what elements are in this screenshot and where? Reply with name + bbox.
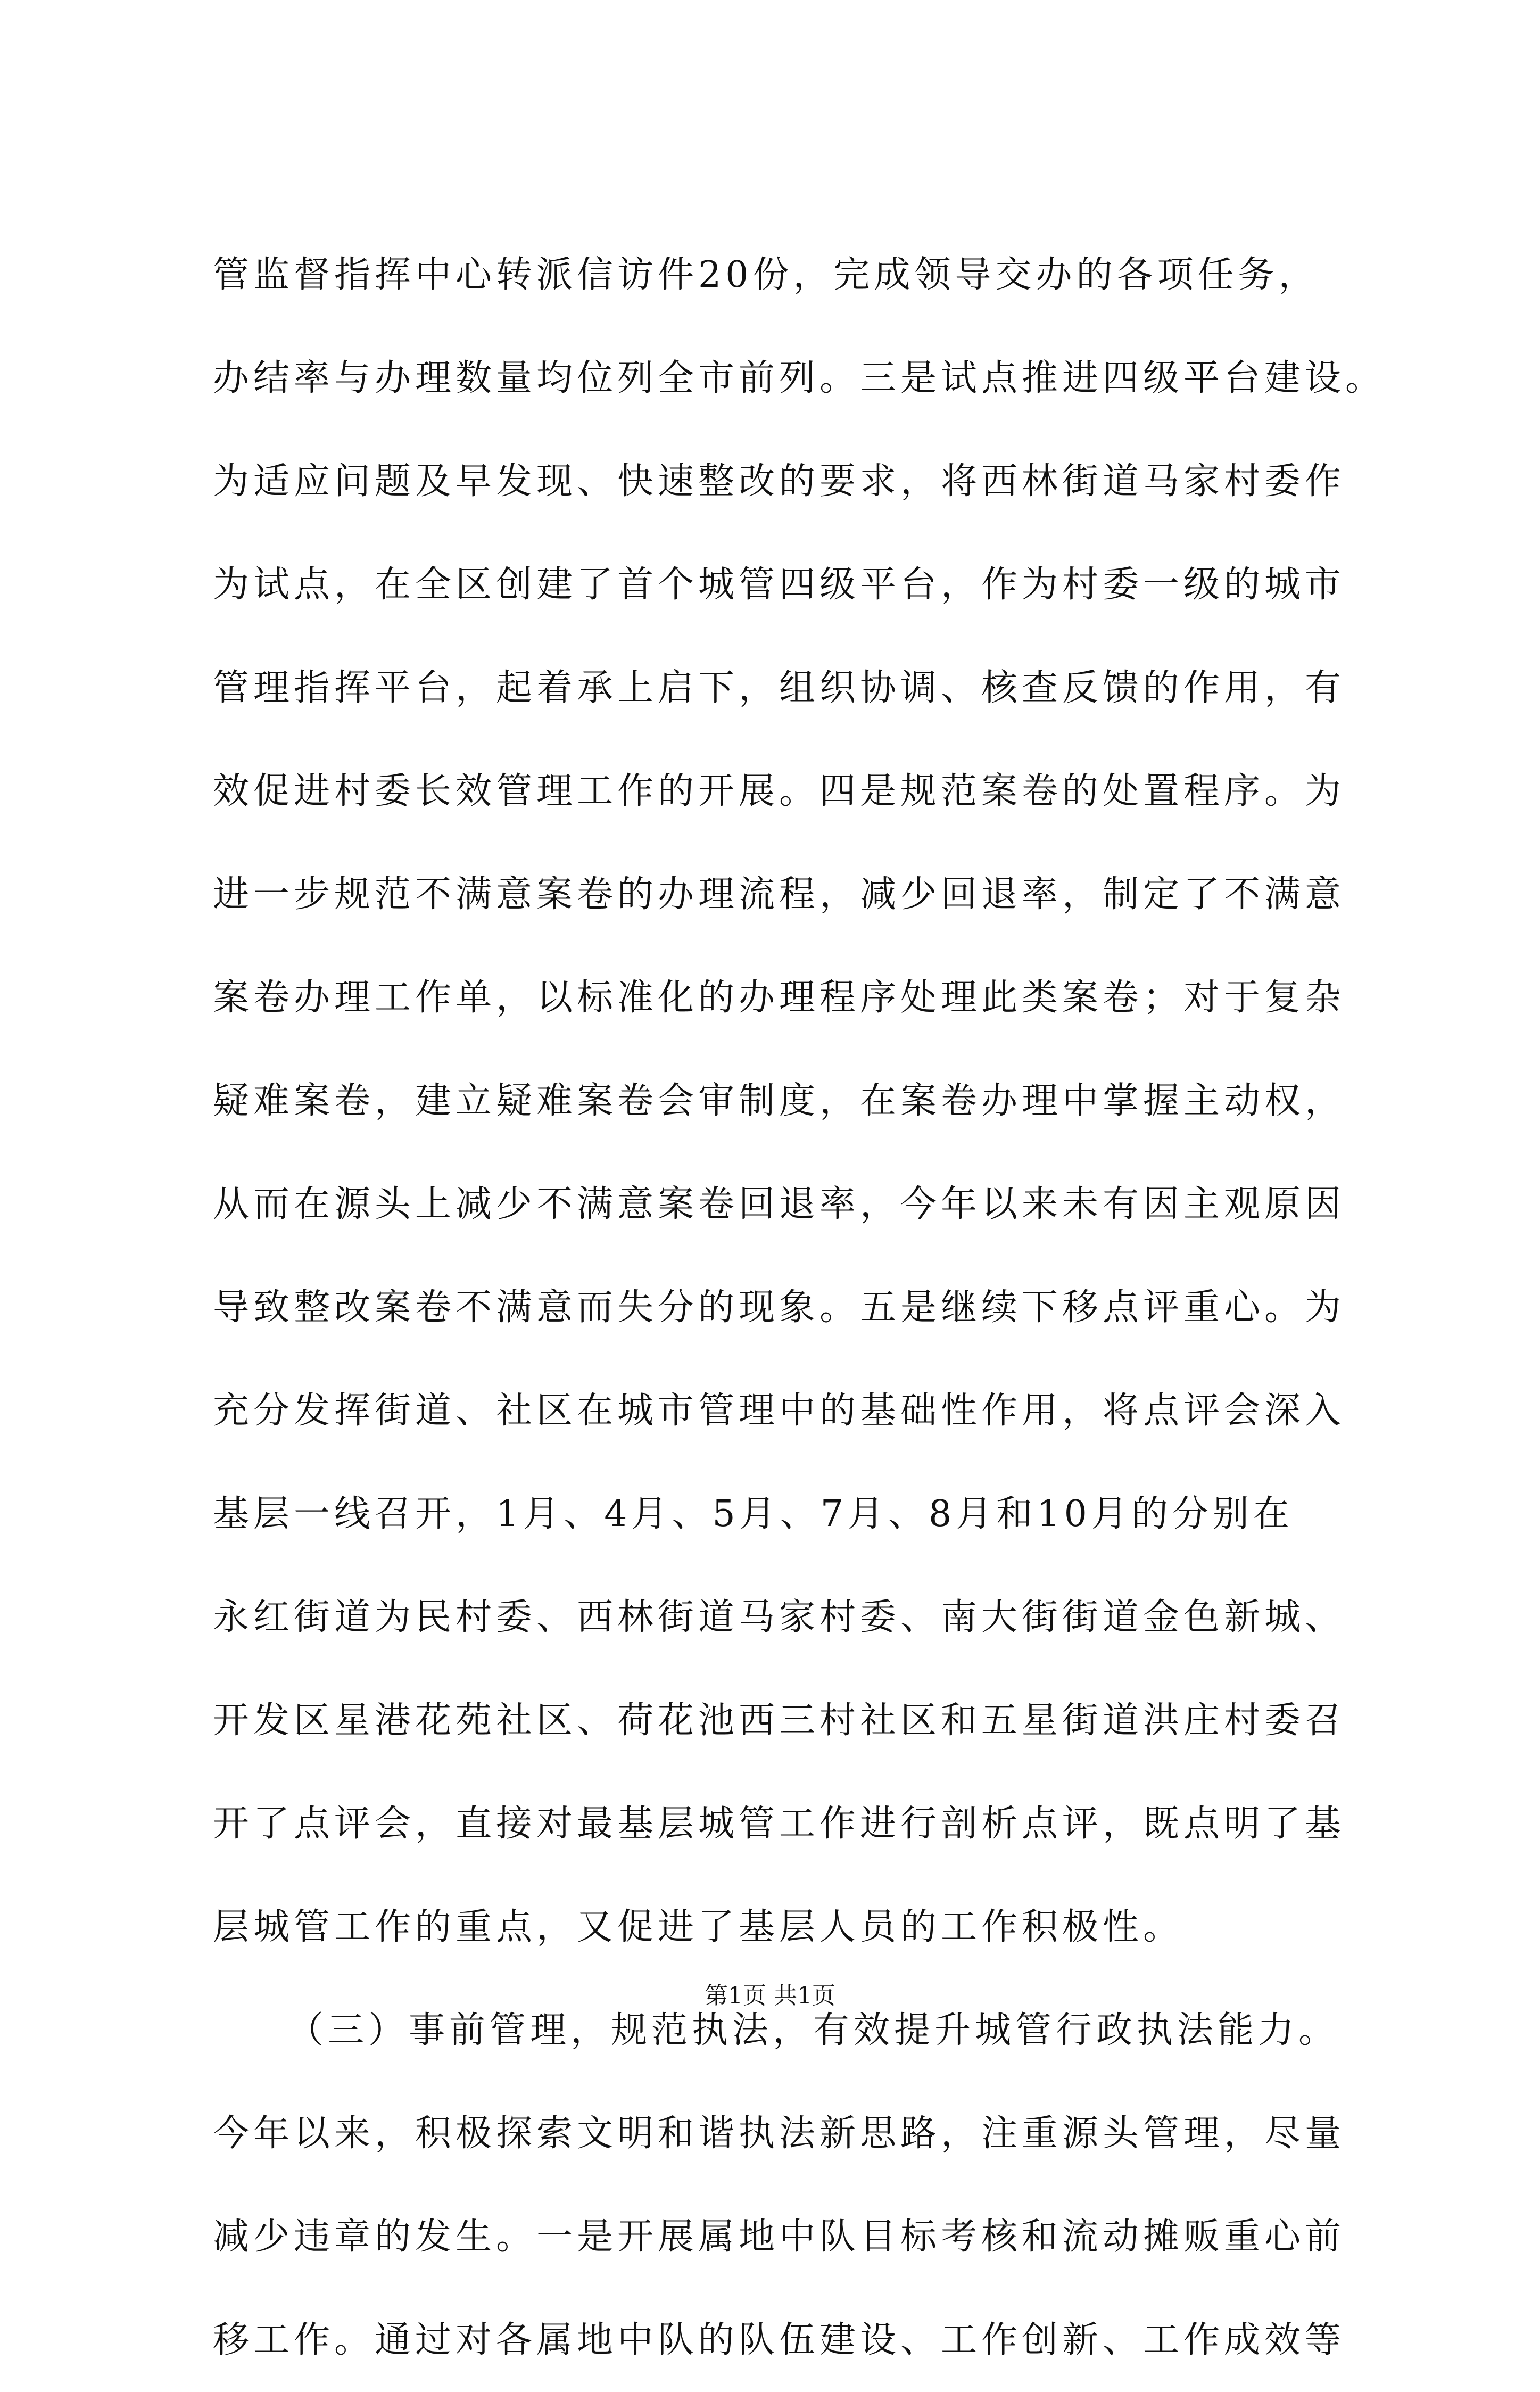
text-line: 疑难案卷，建立疑难案卷会审制度，在案卷办理中掌握主动权， <box>213 1080 1346 1122</box>
text-line: 进一步规范不满意案卷的办理流程，减少回退率，制定了不满意 <box>213 873 1346 915</box>
text-line: 管监督指挥中心转派信访件20份，完成领导交办的各项任务， <box>213 254 1319 296</box>
text-line: 效促进村委长效管理工作的开展。四是规范案卷的处置程序。为 <box>213 770 1346 812</box>
text-line: 层城管工作的重点，又促进了基层人员的工作积极性。 <box>213 1906 1184 1948</box>
text-line: 导致整改案卷不满意而失分的现象。五是继续下移点评重心。为 <box>213 1286 1346 1329</box>
text-line: 管理指挥平台，起着承上启下，组织协调、核查反馈的作用，有 <box>213 667 1346 709</box>
text-line: 为适应问题及早发现、快速整改的要求，将西林街道马家村委作 <box>213 460 1346 502</box>
text-line: 案卷办理工作单，以标准化的办理程序处理此类案卷；对于复杂 <box>213 977 1346 1019</box>
text-line: 充分发挥街道、社区在城市管理中的基础性作用，将点评会深入 <box>213 1390 1346 1432</box>
text-line: 从而在源头上减少不满意案卷回退率，今年以来未有因主观原因 <box>213 1183 1346 1225</box>
text-line: 开发区星港花苑社区、荷花池西三村社区和五星街道洪庄村委召 <box>213 1700 1346 1742</box>
text-line: 移工作。通过对各属地中队的队伍建设、工作创新、工作成效等 <box>213 2319 1346 2361</box>
text-line: 开了点评会，直接对最基层城管工作进行剖析点评，既点明了基 <box>213 1803 1346 1845</box>
text-line: 减少违章的发生。一是开展属地中队目标考核和流动摊贩重心前 <box>213 2216 1346 2258</box>
text-line: 永红街道为民村委、西林街道马家村委、南大街街道金色新城、 <box>213 1596 1346 1638</box>
page-number-footer: 第1页 共1页 <box>705 1982 835 2009</box>
text-line: 为试点，在全区创建了首个城管四级平台，作为村委一级的城市 <box>213 564 1346 606</box>
text-line: 基层一线召开，1月、4月、5月、7月、8月和10月的分别在 <box>213 1493 1294 1535</box>
text-line: 办结率与办理数量均位列全市前列。三是试点推进四级平台建设。 <box>213 357 1386 399</box>
section-heading-line: （三）事前管理，规范执法，有效提升城管行政执法能力。 <box>287 2009 1339 2051</box>
text-line: 今年以来，积极探索文明和谐执法新思路，注重源头管理，尽量 <box>213 2113 1346 2155</box>
document-body <box>213 224 1384 2392</box>
